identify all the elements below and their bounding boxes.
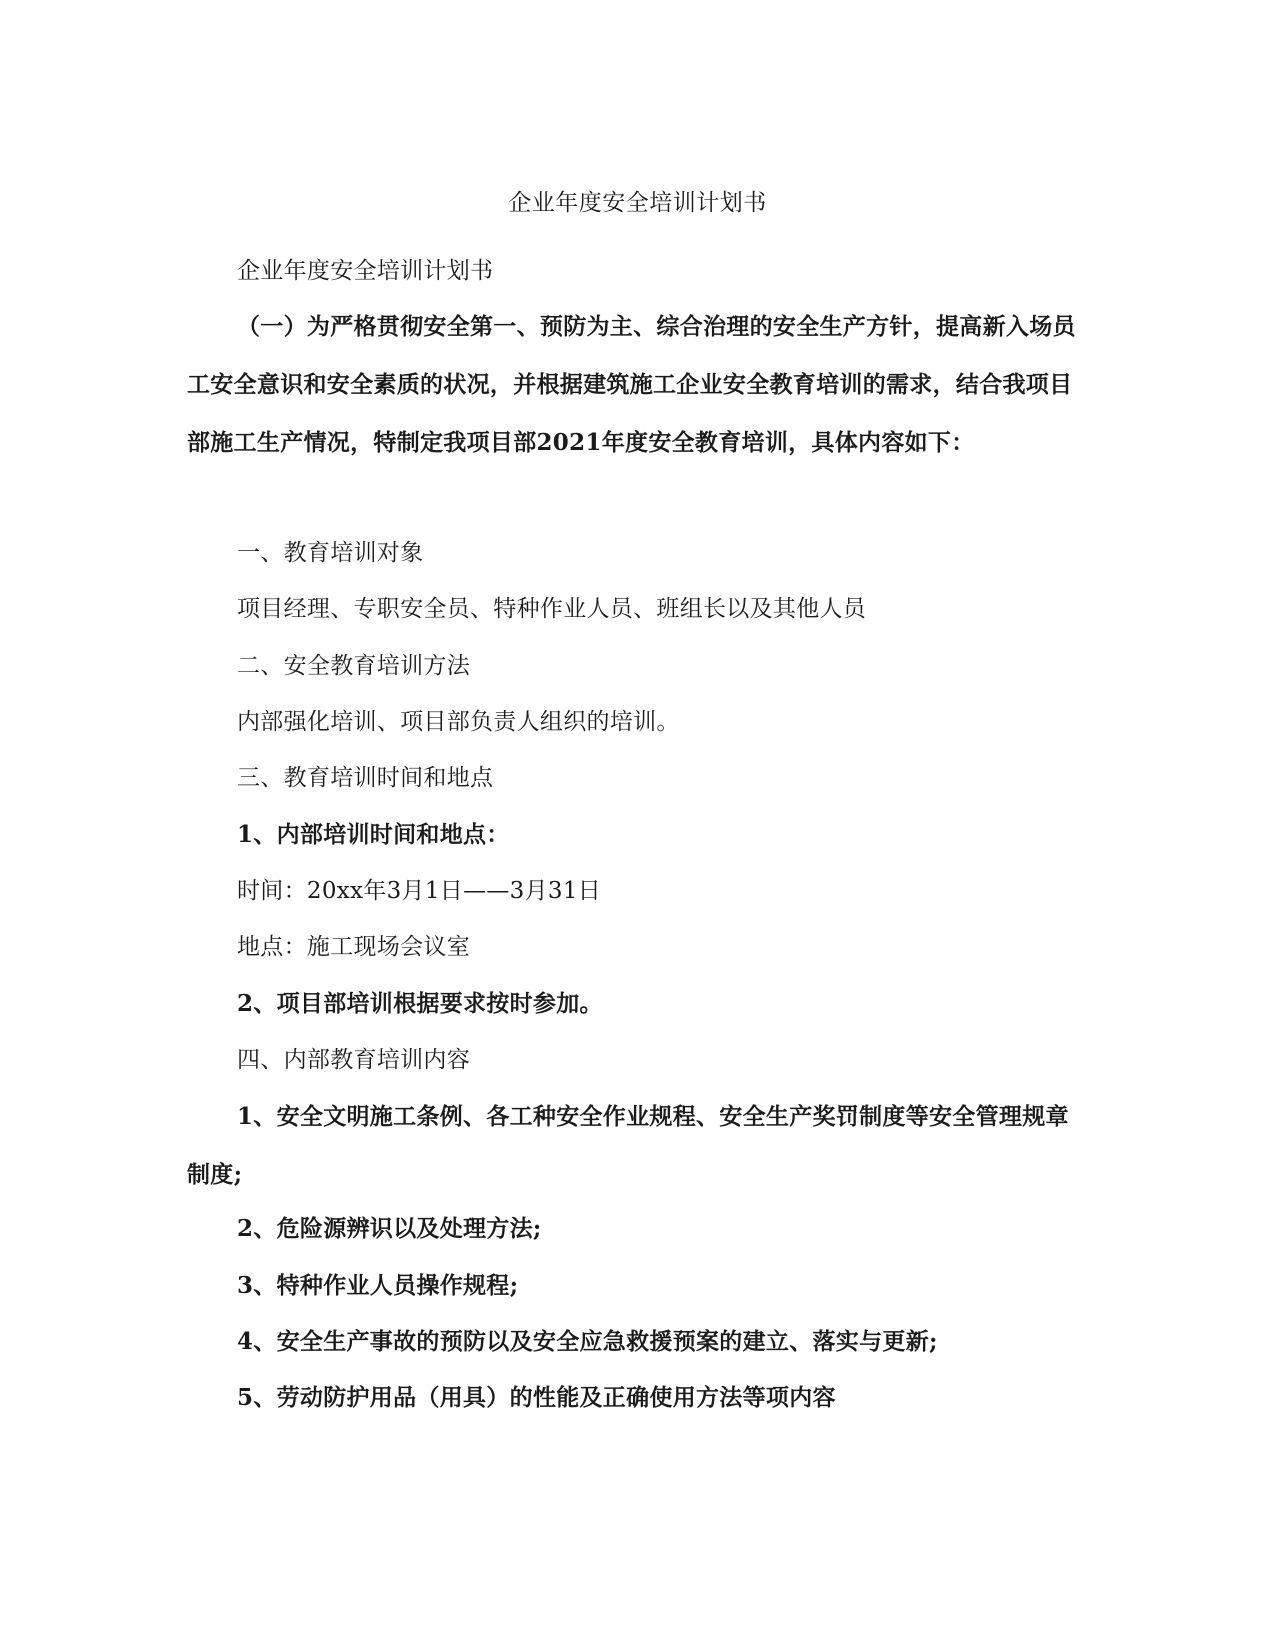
section4-item4: 4、安全生产事故的预防以及安全应急救援预案的建立、落实与更新;	[237, 1328, 938, 1355]
section3-item1: 1、内部培训时间和地点：	[237, 821, 510, 848]
section3-time: 时间：20xx年3月1日——3月31日	[237, 878, 602, 904]
section2-body: 内部强化培训、项目部负责人组织的培训。	[237, 709, 680, 735]
section3-item2: 2、项目部培训根据要求按时参加。	[237, 990, 603, 1017]
section4-item3: 3、特种作业人员操作规程;	[237, 1272, 519, 1299]
section3-heading: 三、教育培训时间和地点	[237, 765, 494, 791]
section1-body: 项目经理、专职安全员、特种作业人员、班组长以及其他人员	[237, 596, 867, 622]
section4-heading: 四、内部教育培训内容	[237, 1047, 470, 1073]
document-title: 企业年度安全培训计划书	[508, 190, 767, 216]
section4-item1: 1、安全文明施工条例、各工种安全作业规程、安全生产奖罚制度等安全管理规章制度;	[187, 1103, 1069, 1188]
intro-paragraph: （一）为严格贯彻安全第一、预防为主、综合治理的安全生产方针，提高新入场员工安全意识和安全素质的状况，并根据建筑施工企业安全教育培训的需求，结合我项目部施工生产情况，特制定我项目部2021年度安全教育培训，具体内容如下：	[187, 313, 1076, 456]
section3-place: 地点：施工现场会议室	[237, 934, 470, 960]
document-subtitle: 企业年度安全培训计划书	[237, 258, 494, 284]
section2-heading: 二、安全教育培训方法	[237, 653, 470, 679]
section4-item2: 2、危险源辨识以及处理方法;	[237, 1215, 542, 1242]
section1-heading: 一、教育培训对象	[237, 540, 424, 566]
section4-item5: 5、劳动防护用品（用具）的性能及正确使用方法等项内容	[237, 1384, 836, 1411]
